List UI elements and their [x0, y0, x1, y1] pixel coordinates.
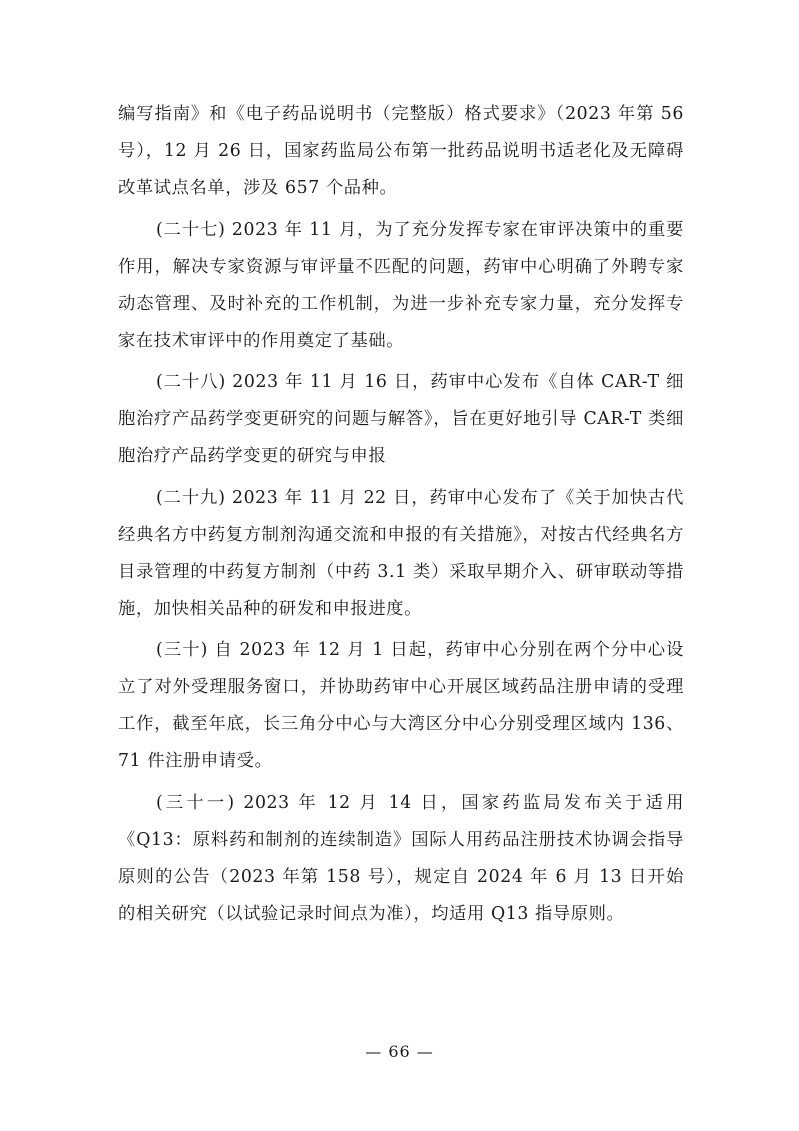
- paragraph-29: (二十九) 2023 年 11 月 22 日，药审中心发布了《关于加快古代经典名方中药复方制剂沟通交流和申报的有关措施》，对按古代经典名方目录管理的中药复方制剂（中药 3.1 类）采取早期介入、研审联动等措施，加快相关品种的研发和申报进度。: [118, 487, 684, 619]
- paragraph-continuation: 编写指南》和《电子药品说明书（完整版）格式要求》（2023 年第 56 号），12 月 26 日，国家药监局公布第一批药品说明书适老化及无障碍改革试点名单，涉及 657 个品种。: [118, 104, 684, 198]
- document-body: [118, 96, 684, 933]
- page-number: — 66 —: [365, 1042, 434, 1061]
- paragraph-28: (二十八) 2023 年 11 月 16 日，药审中心发布《自体 CAR-T 细胞治疗产品药学变更研究的问题与解答》，旨在更好地引导 CAR-T 类细胞治疗产品药学变更的研究与申报: [118, 372, 684, 466]
- paragraph-27: (二十七) 2023 年 11 月，为了充分发挥专家在审评决策中的重要作用，解决专家资源与审评量不匹配的问题，药审中心明确了外聘专家动态管理、及时补充的工作机制，为进一步补充专家力量，充分发挥专家在技术审评中的作用奠定了基础。: [118, 219, 684, 351]
- paragraph-30: (三十) 自 2023 年 12 月 1 日起，药审中心分别在两个分中心设立了对外受理服务窗口，并协助药审中心开展区域药品注册申请的受理工作，截至年底，长三角分中心与大湾区分中心分别受理区域内 136、71 件注册申请受。: [118, 640, 684, 771]
- paragraph-31: (三十一) 2023 年 12 月 14 日，国家药监局发布关于适用《Q13：原料药和制剂的连续制造》国际人用药品注册技术协调会指导原则的公告（2023 年第 158 号），规定自 2024 年 6 月 13 日开始的相关研究（以试验记录时间点为准），均适用 Q13 指导原则。: [118, 792, 684, 924]
